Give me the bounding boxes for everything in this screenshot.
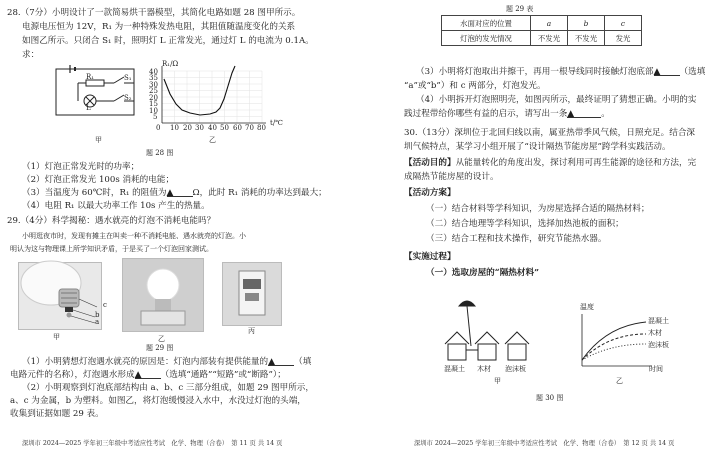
- temperature-time-graph: [576, 310, 656, 370]
- label-b: b: [95, 311, 100, 319]
- q29-line3: 明认为这与物理课上所学知识矛盾，于是买了一个灯泡回家测试。: [10, 245, 213, 253]
- opened-bulb-drawing: [223, 263, 281, 325]
- fig28-caption: 题 28 图: [146, 149, 174, 157]
- q29-part4-a: （4）小明拆开灯泡照明壳，如图丙所示，最终证明了猜想正确。小明的实: [416, 95, 697, 105]
- curve-wood: [582, 334, 646, 360]
- x-tick-20: 20: [183, 124, 192, 132]
- y-tick-20: 20: [149, 94, 158, 102]
- y-tick-35: 35: [149, 74, 158, 82]
- circuit-s1-label: S₁: [124, 74, 132, 82]
- photo-label-jia: 甲: [53, 333, 60, 341]
- q28-part1: （1）灯泡正常发光时的功率；: [22, 162, 140, 172]
- y-tick-15: 15: [149, 100, 158, 108]
- table-cell: b: [568, 16, 605, 31]
- right-page: [346, 0, 705, 462]
- table-row: [442, 31, 642, 46]
- bulb-base-drawing: [19, 263, 101, 329]
- photo-bulb-base: [18, 262, 102, 330]
- table-cell: 不发光: [531, 31, 568, 46]
- q30-plan3: （三）结合工程和技术操作，研究节能热水器。: [426, 234, 607, 244]
- q29-part4-b: 践过程带给你哪些有益的启示，请写出一条▲ 。: [404, 109, 610, 119]
- q29-part3-a: （3）小明将灯泡取出并擦干，再用一根导线同时接触灯泡底部▲ （选填: [416, 67, 705, 77]
- answer-blank[interactable]: ▲: [268, 357, 294, 366]
- q29-part3-b: “a”或“b”）和 c 两部分，灯泡发光。: [404, 81, 546, 91]
- legend-wood: 木材: [648, 329, 662, 337]
- circuit-diagram: [52, 63, 142, 121]
- house-label-wood: 木材: [477, 365, 491, 373]
- answer-blank[interactable]: ▲: [135, 370, 161, 379]
- lit-bulb-drawing: [123, 259, 203, 331]
- photo-opened-bulb: [222, 262, 282, 326]
- q30-goal: 【活动目的】从能量转化的角度出发，探讨利用可再生能源的途径和方法，完: [404, 158, 697, 168]
- table-cell: 水面对应的位置: [442, 16, 531, 31]
- x-tick-40: 40: [208, 124, 217, 132]
- table29-title: 题 29 表: [506, 5, 534, 13]
- x-tick-0: 0: [156, 124, 161, 132]
- r-t-curve: [164, 66, 235, 115]
- q28-part3: （3）当温度为 60℃时，R₁ 的阻值为▲ Ω，此时 R₁ 消耗的功率达到最大；: [22, 188, 327, 198]
- fig28-yi: 乙: [209, 136, 216, 144]
- q28-line1: 28.（7分）小明设计了一款简易烘干器模型，其简化电路如题 28 图甲所示。: [7, 8, 301, 18]
- q29-line2: 小明逛夜市时，发现有摊主在叫卖一种不消耗电能、遇水就亮的灯泡。小: [22, 232, 246, 240]
- table-cell: c: [605, 16, 642, 31]
- fig28-jia: 甲: [95, 136, 102, 144]
- table-cell: 灯泡的发光情况: [442, 31, 531, 46]
- q28-line3: 如图乙所示。只闭合 S₁ 时，照明灯 L 正常发光，通过灯 L 的电流为 0.1A。: [22, 36, 314, 46]
- circuit-s2-label: S₂: [124, 94, 132, 102]
- graph-grid: [162, 71, 262, 123]
- y-tick-25: 25: [149, 87, 158, 95]
- photo-label-yi: 乙: [158, 335, 165, 343]
- q30-plan1: （一）结合材料等学科知识，为房屋选择合适的隔热材料；: [426, 204, 650, 214]
- temp-graph-xlabel: 时间: [649, 365, 663, 373]
- left-page: [0, 0, 346, 462]
- q29-part2-c: 收集到证据如题 29 表。: [10, 409, 104, 419]
- table29: [441, 15, 642, 46]
- right-footer: 深圳市 2024—2025 学年初三年级中考适应性考试 化学、物理（合卷） 第 12 页 共 14 页: [414, 440, 675, 447]
- fig29-caption: 题 29 图: [146, 344, 174, 352]
- x-tick-80: 80: [257, 124, 266, 132]
- curve-concrete: [582, 322, 646, 360]
- photo-label-bing: 丙: [248, 327, 255, 335]
- q30-impl1: （一）选取房屋的“隔热材料”: [426, 268, 540, 278]
- q28-line4: 求：: [22, 50, 40, 60]
- q30-impl-heading: 【实施过程】: [404, 252, 456, 262]
- houses-lamp-diagram: [441, 296, 561, 368]
- q28-line2: 电源电压恒为 12V，R₁ 为一种特殊发热电阻，其阻值随温度变化的关系: [22, 22, 296, 32]
- graph-xlabel: t/℃: [270, 119, 284, 127]
- x-tick-60: 60: [233, 124, 242, 132]
- x-tick-50: 50: [220, 124, 229, 132]
- x-tick-70: 70: [245, 124, 254, 132]
- legend-foam: 泡沫板: [648, 341, 669, 349]
- answer-blank[interactable]: ▲: [654, 67, 680, 76]
- left-footer: 深圳市 2024—2025 学年初三年级中考适应性考试 化学、物理（合卷） 第 11 页 共 14 页: [22, 440, 283, 447]
- table-cell: a: [531, 16, 568, 31]
- table-row: [442, 16, 642, 31]
- q28-part4: （4）电阻 R₁ 以最大功率工作 10s 产生的热量。: [22, 201, 210, 211]
- y-tick-30: 30: [149, 81, 158, 89]
- q29-part2-b: a、c 为金属，b 为塑料。如图乙，将灯泡缓慢浸入水中，水没过灯泡的头端，: [10, 396, 306, 406]
- temp-graph-ylabel: 温度: [580, 303, 594, 311]
- q28-part2: （2）灯泡正常发光 100s 消耗的电能；: [22, 175, 175, 185]
- q30-line1: 30.（13分）深圳位于北回归线以南，属亚热带季风气候，日照充足。结合深: [404, 128, 696, 138]
- q30-plan-heading: 【活动方案】: [404, 188, 456, 198]
- legend-concrete: 混凝土: [648, 317, 669, 325]
- fig30-jia: 甲: [494, 377, 501, 385]
- circuit-l-label: L: [86, 104, 91, 112]
- q30-line2: 圳气候特点，某学习小组开展了“设计隔热节能房屋”跨学科实践活动。: [404, 142, 671, 152]
- q30-plan2: （二）结合地理等学科知识，选择加热池板的面积；: [426, 219, 624, 229]
- house-label-foam: 泡沫板: [505, 365, 526, 373]
- q30-goal-2: 成隔热节能房屋的设计。: [404, 172, 499, 182]
- x-tick-10: 10: [170, 124, 179, 132]
- fig30-yi: 乙: [616, 377, 623, 385]
- graph-ylabel: R₁/Ω: [162, 60, 179, 68]
- lamp-icon: [459, 301, 475, 306]
- table-cell: 发光: [605, 31, 642, 46]
- q29-line1: 29.（4分）科学揭秘：遇水就亮的灯泡不消耗电能吗？: [7, 216, 216, 226]
- y-tick-10: 10: [149, 107, 158, 115]
- circuit-r1-label: R₁: [86, 73, 95, 81]
- label-c: c: [103, 301, 107, 309]
- y-tick-5: 5: [153, 113, 158, 121]
- house-label-concrete: 混凝土: [444, 365, 465, 373]
- q29-part1-a: （1）小明猜想灯泡遇水就亮的原因是：灯泡内部装有提供能量的▲ （填: [22, 357, 312, 367]
- fig30-caption: 题 30 图: [536, 394, 564, 402]
- answer-blank[interactable]: ▲: [567, 109, 601, 118]
- table-cell: 不发光: [568, 31, 605, 46]
- photo-lit-bulb: [122, 258, 204, 332]
- q29-part1-b: 电路元件的名称），灯泡遇水形成▲ （选填“通路”“短路”或“断路”）；: [10, 370, 286, 380]
- x-tick-30: 30: [195, 124, 204, 132]
- answer-blank[interactable]: ▲: [167, 188, 193, 197]
- q29-part2-a: （2）小明观察到灯泡底部结构由 a、b、c 三部分组成，如题 29 图甲所示，: [22, 383, 314, 393]
- label-a: a: [95, 318, 100, 326]
- y-tick-40: 40: [149, 68, 158, 76]
